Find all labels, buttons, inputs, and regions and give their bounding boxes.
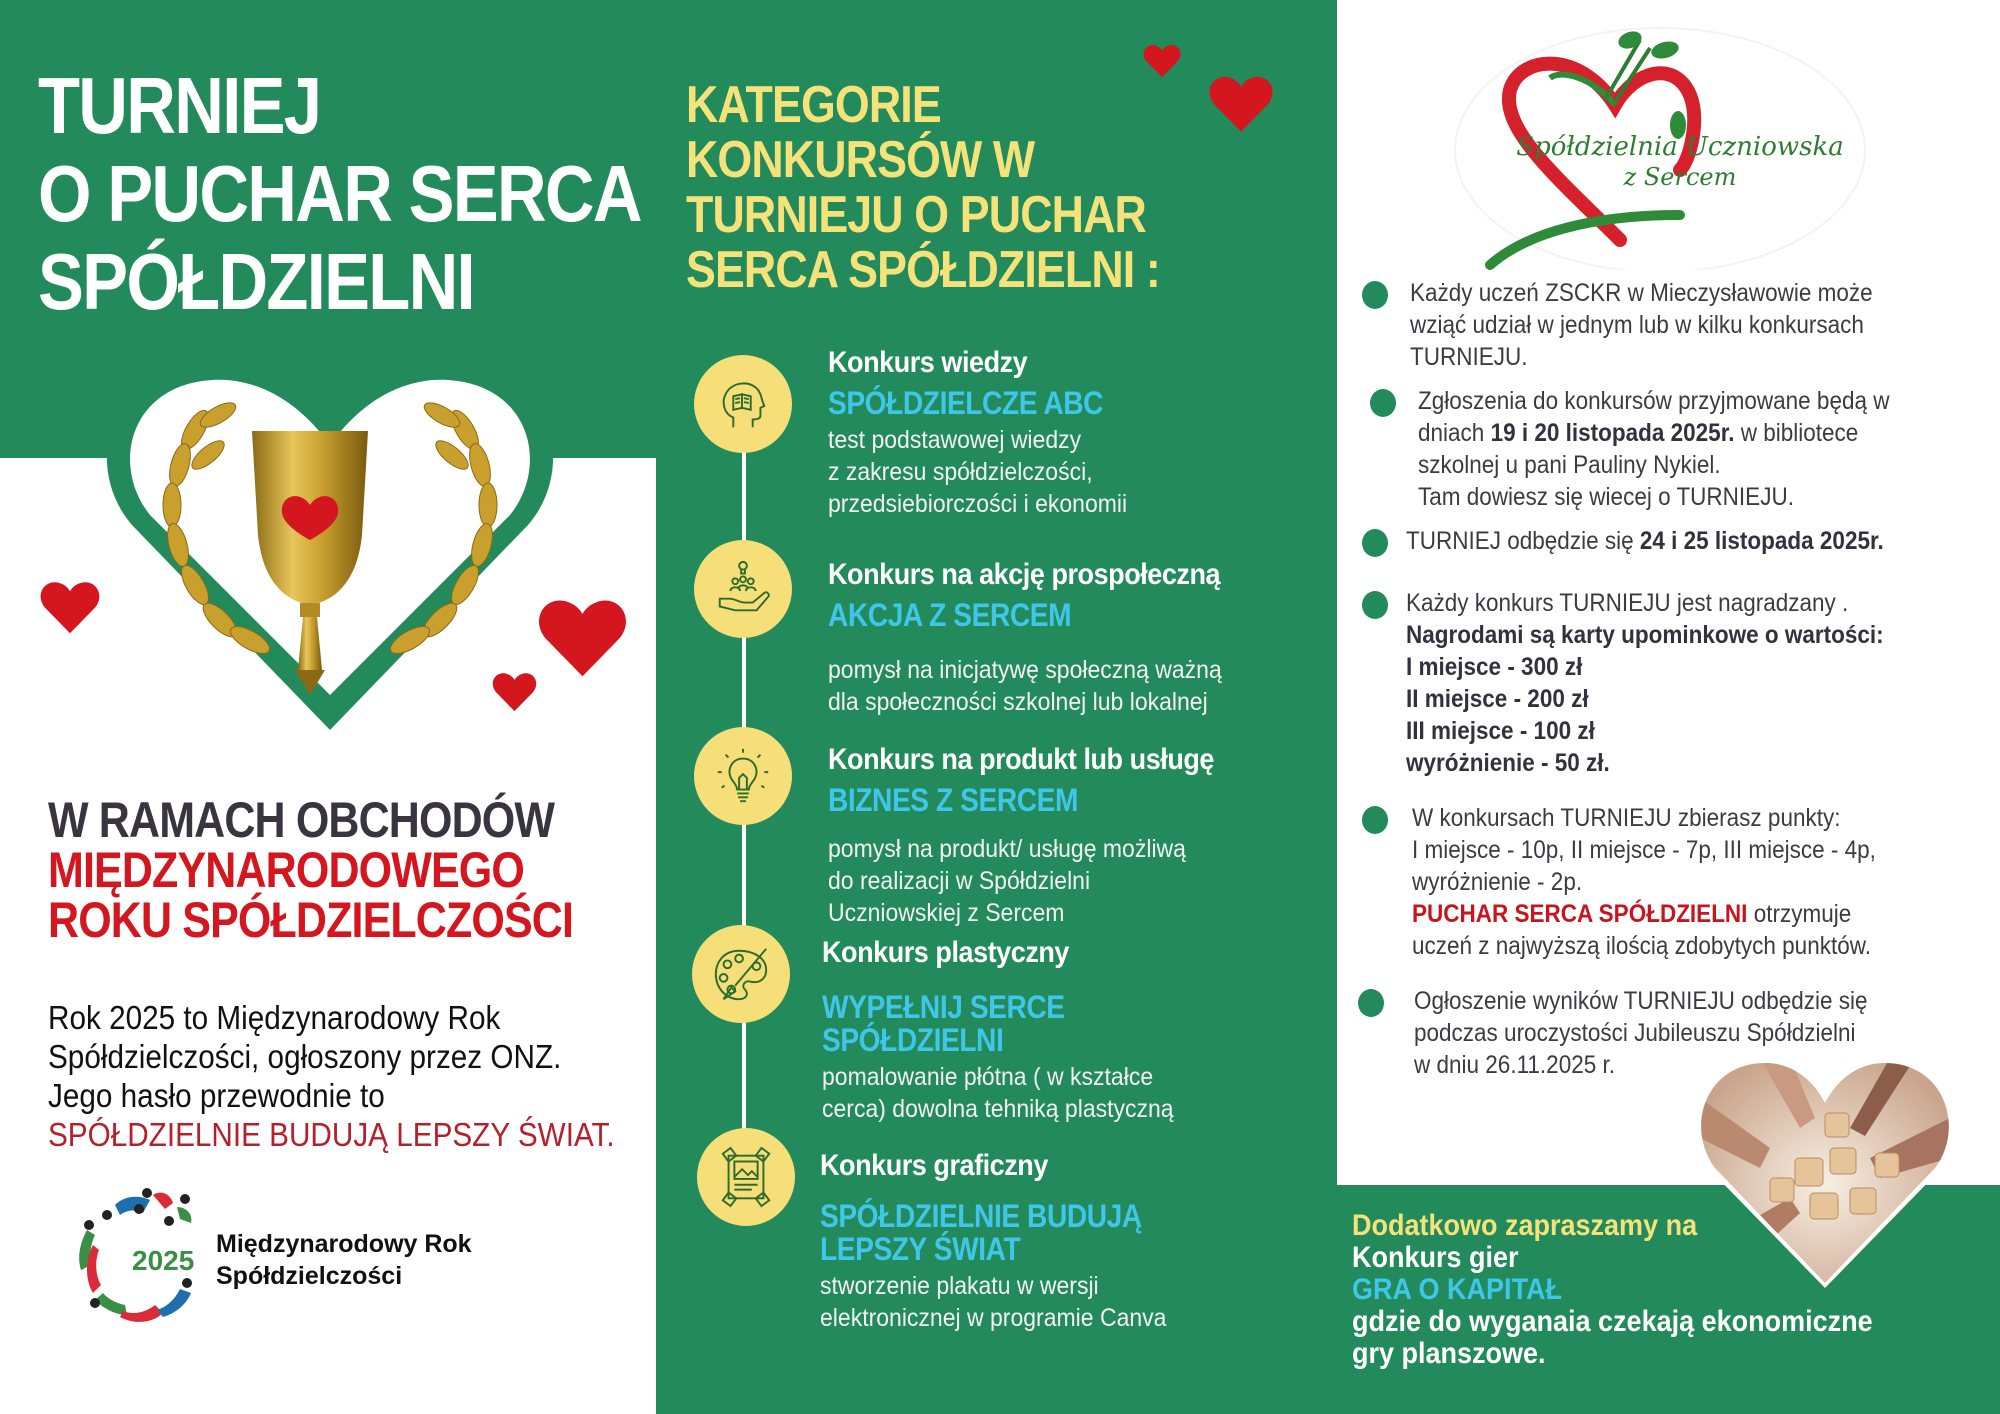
contest-title: Konkurs wiedzy — [828, 346, 1028, 379]
contest-description — [828, 424, 1288, 520]
contest-name-line: WYPEŁNIJ SERCE — [822, 989, 1065, 1025]
info-item-text — [1412, 802, 1876, 962]
contest-description-line: przedsiebiorczości i ekonomii — [828, 490, 1128, 518]
main-title-line: SPÓŁDZIELNI — [38, 237, 474, 326]
contest-description — [822, 1061, 1282, 1125]
prize-line: I miejsce - 300 zł — [1406, 653, 1583, 681]
subtitle-line: ROKU SPÓŁDZIELCZOŚCI — [48, 892, 574, 948]
contest-description-line: z zakresu spółdzielczości, — [828, 458, 1093, 486]
lightbulb-icon — [712, 745, 774, 807]
info-line: szkolnej u pani Pauliny Nykiel. — [1418, 451, 1721, 479]
logo-text-line: z Sercem — [1623, 163, 1737, 191]
contest-name — [822, 991, 1262, 1057]
hand-people-idea-icon — [712, 558, 774, 620]
heart-icon — [40, 580, 100, 635]
info-text: w bibliotece — [1734, 419, 1859, 447]
contest-item — [820, 1148, 1320, 1334]
contest-name: AKCJA Z SERCEM — [828, 597, 1072, 633]
info-item-text — [1406, 525, 1884, 557]
contest-icon-badge — [697, 1128, 795, 1226]
bullet-dot-icon — [1362, 591, 1388, 619]
intro-line: Jego hasło przewodnie to — [48, 1077, 385, 1114]
contest-description-line: cerca) dowolna tehniką plastyczną — [822, 1095, 1174, 1123]
contest-name-line: SPÓŁDZIELNIE BUDUJĄ — [820, 1198, 1142, 1234]
bullet-dot-icon — [1370, 389, 1396, 417]
info-line: Każdy konkurs TURNIEJU jest nagradzany . — [1406, 589, 1849, 617]
extra-intro: Dodatkowo zapraszamy na — [1352, 1209, 1698, 1242]
contest-title: Konkurs graficzny — [820, 1149, 1048, 1182]
contest-icon-badge — [692, 925, 790, 1023]
prize-line: wyróżnienie - 50 zł. — [1406, 749, 1610, 777]
contest-description-line: do realizacji w Spółdzielni — [828, 867, 1091, 895]
contest-icon-badge — [694, 355, 792, 453]
bullet-dot-icon — [1362, 281, 1388, 309]
contest-description-line: pomysł na inicjatywę społeczną ważną — [828, 656, 1222, 684]
info-line: I miejsce - 10p, II miejsce - 7p, III miejsce - 4p, — [1412, 836, 1876, 864]
iyc-text-line: Spółdzielczości — [216, 1262, 403, 1290]
info-text: TURNIEJ odbędzie się — [1406, 527, 1640, 555]
prize-line: II miejsce - 200 zł — [1406, 685, 1589, 713]
info-line: Ogłoszenie wyników TURNIEJU odbędzie się — [1414, 987, 1868, 1015]
contest-description — [828, 833, 1288, 929]
categories-title-line: TURNIEJU O PUCHAR — [686, 186, 1146, 244]
logo-text-line: Spółdzielnia Uczniowska — [1516, 132, 1844, 162]
contest-description-line: Uczniowskiej z Sercem — [828, 899, 1065, 927]
info-text: otrzymuje — [1747, 900, 1852, 928]
poster-icon — [715, 1146, 777, 1208]
info-item-text — [1410, 277, 1873, 373]
info-text: dniach — [1418, 419, 1491, 447]
contest-title: Konkurs plastyczny — [822, 936, 1069, 969]
contest-name — [820, 1200, 1260, 1266]
contest-description-line: dla społeczności szkolnej lub lokalnej — [828, 688, 1208, 716]
info-item-text — [1418, 385, 1890, 513]
info-line: w dniu 26.11.2025 r. — [1414, 1051, 1615, 1079]
iyc-text — [216, 1228, 472, 1292]
info-line: TURNIEJU. — [1410, 343, 1528, 371]
info-line: Zgłoszenia do konkursów przyjmowane będą w — [1418, 387, 1890, 415]
intro-paragraph — [48, 998, 615, 1154]
subtitle — [48, 792, 574, 948]
prize-line: III miejsce - 100 zł — [1406, 717, 1595, 745]
info-line: Każdy uczeń ZSCKR w Mieczysławowie może — [1410, 279, 1873, 307]
subtitle-line: MIĘDZYNARODOWEGO — [48, 842, 524, 898]
head-book-icon — [712, 373, 774, 435]
contest-icon-badge — [694, 540, 792, 638]
iyc-text-line: Międzynarodowy Rok — [216, 1230, 472, 1258]
contest-description-line: pomalowanie płótna ( w kształce — [822, 1063, 1154, 1091]
info-line — [1406, 525, 1884, 557]
iyc-year: 2025 — [132, 1245, 195, 1276]
info-line: uczeń z najwyższą ilością zdobytych punktów. — [1412, 932, 1871, 960]
extra-name: GRA O KAPITAŁ — [1352, 1273, 1562, 1306]
extra-description-line: gdzie do wyganaia czekają ekonomiczne — [1352, 1305, 1873, 1338]
contest-description — [828, 654, 1288, 718]
contest-icon-badge — [694, 727, 792, 825]
extra-title: Konkurs gier — [1352, 1241, 1519, 1274]
heart-icon — [1208, 75, 1274, 133]
contest-description-line: pomysł na produkt/ usługę możliwą — [828, 835, 1186, 863]
contest-description-line: stworzenie plakatu w wersji — [820, 1272, 1099, 1300]
contest-description — [820, 1270, 1280, 1334]
contest-item — [822, 935, 1322, 1125]
cooperative-logo — [1450, 20, 1870, 270]
extra-description-line: gry planszowe. — [1352, 1337, 1546, 1370]
categories-title-line: SERCA SPÓŁDZIELNI : — [686, 241, 1160, 299]
contest-name: BIZNES Z SERCEM — [828, 782, 1078, 818]
contest-item — [828, 742, 1328, 929]
info-item-text — [1406, 587, 1884, 779]
registration-dates: 19 i 20 listopada 2025r. — [1490, 419, 1735, 447]
info-line: W konkursach TURNIEJU zbierasz punkty: — [1412, 804, 1841, 832]
info-line: Tam dowiesz się wiecej o TURNIEJU. — [1418, 483, 1794, 511]
intro-line: Rok 2025 to Międzynarodowy Rok — [48, 999, 501, 1036]
trophy-heart-image — [100, 335, 560, 745]
heart-icon — [1143, 44, 1181, 78]
main-title — [38, 62, 641, 326]
categories-title-line: KONKURSÓW W — [686, 131, 1035, 189]
intro-line: Spółdzielczości, ogłoszony przez ONZ. — [48, 1038, 562, 1075]
info-line: wziąć udział w jednym lub w kilku konkursach — [1410, 311, 1864, 339]
info-line — [1418, 417, 1890, 449]
contest-description-line: elektronicznej w programie Canva — [820, 1304, 1167, 1332]
main-title-line: O PUCHAR SERCA — [38, 149, 641, 238]
info-line — [1412, 898, 1876, 930]
info-line: podczas uroczystości Jubileuszu Spółdzielni — [1414, 1019, 1856, 1047]
bullet-dot-icon — [1362, 529, 1388, 557]
contest-name: SPÓŁDZIELCZE ABC — [828, 385, 1104, 421]
contest-name-line: LEPSZY ŚWIAT — [820, 1231, 1021, 1267]
contest-description-line: test podstawowej wiedzy — [828, 426, 1082, 454]
main-title-line: TURNIEJ — [38, 61, 321, 150]
heart-icon — [535, 598, 630, 678]
palette-brush-icon — [710, 943, 772, 1005]
info-line: wyróżnienie - 2p. — [1412, 868, 1583, 896]
contest-title: Konkurs na produkt lub usługę — [828, 743, 1214, 776]
intro-slogan: SPÓŁDZIELNIE BUDUJĄ LEPSZY ŚWIAT. — [48, 1116, 615, 1153]
categories-title-line: KATEGORIE — [686, 76, 941, 134]
heart-icon — [492, 672, 537, 712]
cup-name: PUCHAR SERCA SPÓŁDZIELNI — [1412, 900, 1748, 928]
subtitle-line: W RAMACH OBCHODÓW — [48, 792, 555, 848]
contest-name-line: SPÓŁDZIELNI — [822, 1022, 1004, 1058]
tournament-dates: 24 i 25 listopada 2025r. — [1639, 527, 1884, 555]
extra-contest — [1352, 1210, 1873, 1370]
bullet-dot-icon — [1362, 806, 1388, 834]
prize-line: Nagrodami są karty upominkowe o wartości: — [1406, 621, 1884, 649]
bullet-dot-icon — [1358, 989, 1384, 1017]
categories-title — [686, 78, 1160, 298]
contest-title: Konkurs na akcję prospołeczną — [828, 558, 1221, 591]
contest-item — [828, 345, 1328, 520]
contest-item — [828, 557, 1328, 718]
